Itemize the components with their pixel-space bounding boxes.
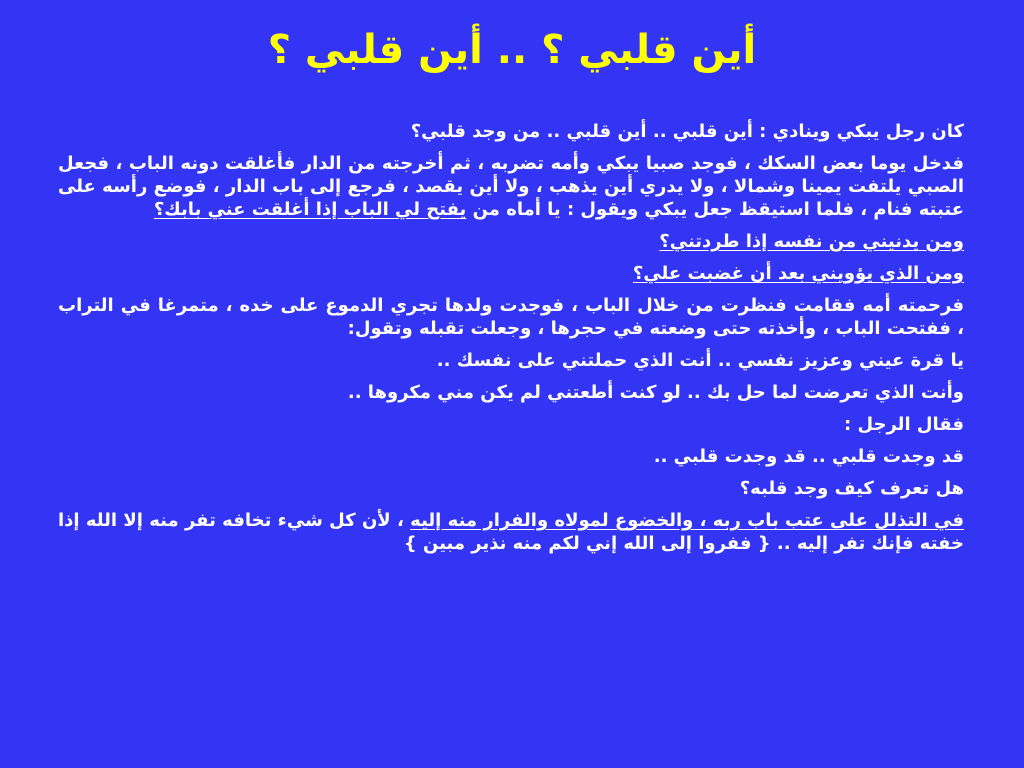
paragraph-6: يا قرة عيني وعزيز نفسي .. أنت الذي حملتني على نفسك .. [436,350,964,371]
paragraph-2-underlined-text: يفتح لي الباب إذا أغلقت عني بابك؟ [153,199,467,220]
story-body [58,120,964,564]
paragraph-2 [58,152,964,221]
paragraph-3: ومن يدنيني من نفسه إذا طردتني؟ [659,231,964,252]
paragraph-8: فقال الرجل : [843,414,964,435]
paragraph-2-text: فدخل يوما بعض السكك ، فوجد صبيا يبكي وأمه تضربه ، ثم أخرجته من الدار فأغلقت دونه الباب ، فجعل الصبي يلتفت يمينا وشمالا ، ولا يدري أين يذهب ، ولا أين يقصد ، فرجع إلى باب الدار ، فوضع رأسه على عتبته فنام ، فلما استيقظ جعل يبكي ويقول : يا أماه من [58,153,964,220]
slide-title: أين قلبي ؟ .. أين قلبي ؟ [267,27,757,73]
paragraph-11-underlined-text: في التذلل على عتب باب ربه ، والخضوع لمولاه والفرار منه إليه [410,510,964,531]
paragraph-5: فرحمته أمه فقامت فنظرت من خلال الباب ، فوجدت ولدها تجري الدموع على خده ، متمرغا في التراب ، ففتحت الباب ، وأخذته حتى وضعته في حجرها ، وجعلت تقبله وتقول: [58,295,964,339]
paragraph-10: هل تعرف كيف وجد قلبه؟ [739,478,964,499]
paragraph-9: قد وجدت قلبي .. قد وجدت قلبي .. [653,446,964,467]
paragraph-1: كان رجل يبكي وينادي : أين قلبي .. أين قلبي .. من وجد قلبي؟ [410,121,964,142]
paragraph-11-text: ، لأن كل شيء تخافه تفر منه إلا الله إذا خفته فإنك تفر إليه .. { ففروا إلى الله إني لكم منه نذير مبين } [58,510,964,554]
paragraph-4: ومن الذي يؤويني بعد أن غضبت علي؟ [632,263,964,284]
paragraph-11 [58,509,964,555]
paragraph-7: وأنت الذي تعرضت لما حل بك .. لو كنت أطعتني لم يكن مني مكروها .. [347,382,964,403]
